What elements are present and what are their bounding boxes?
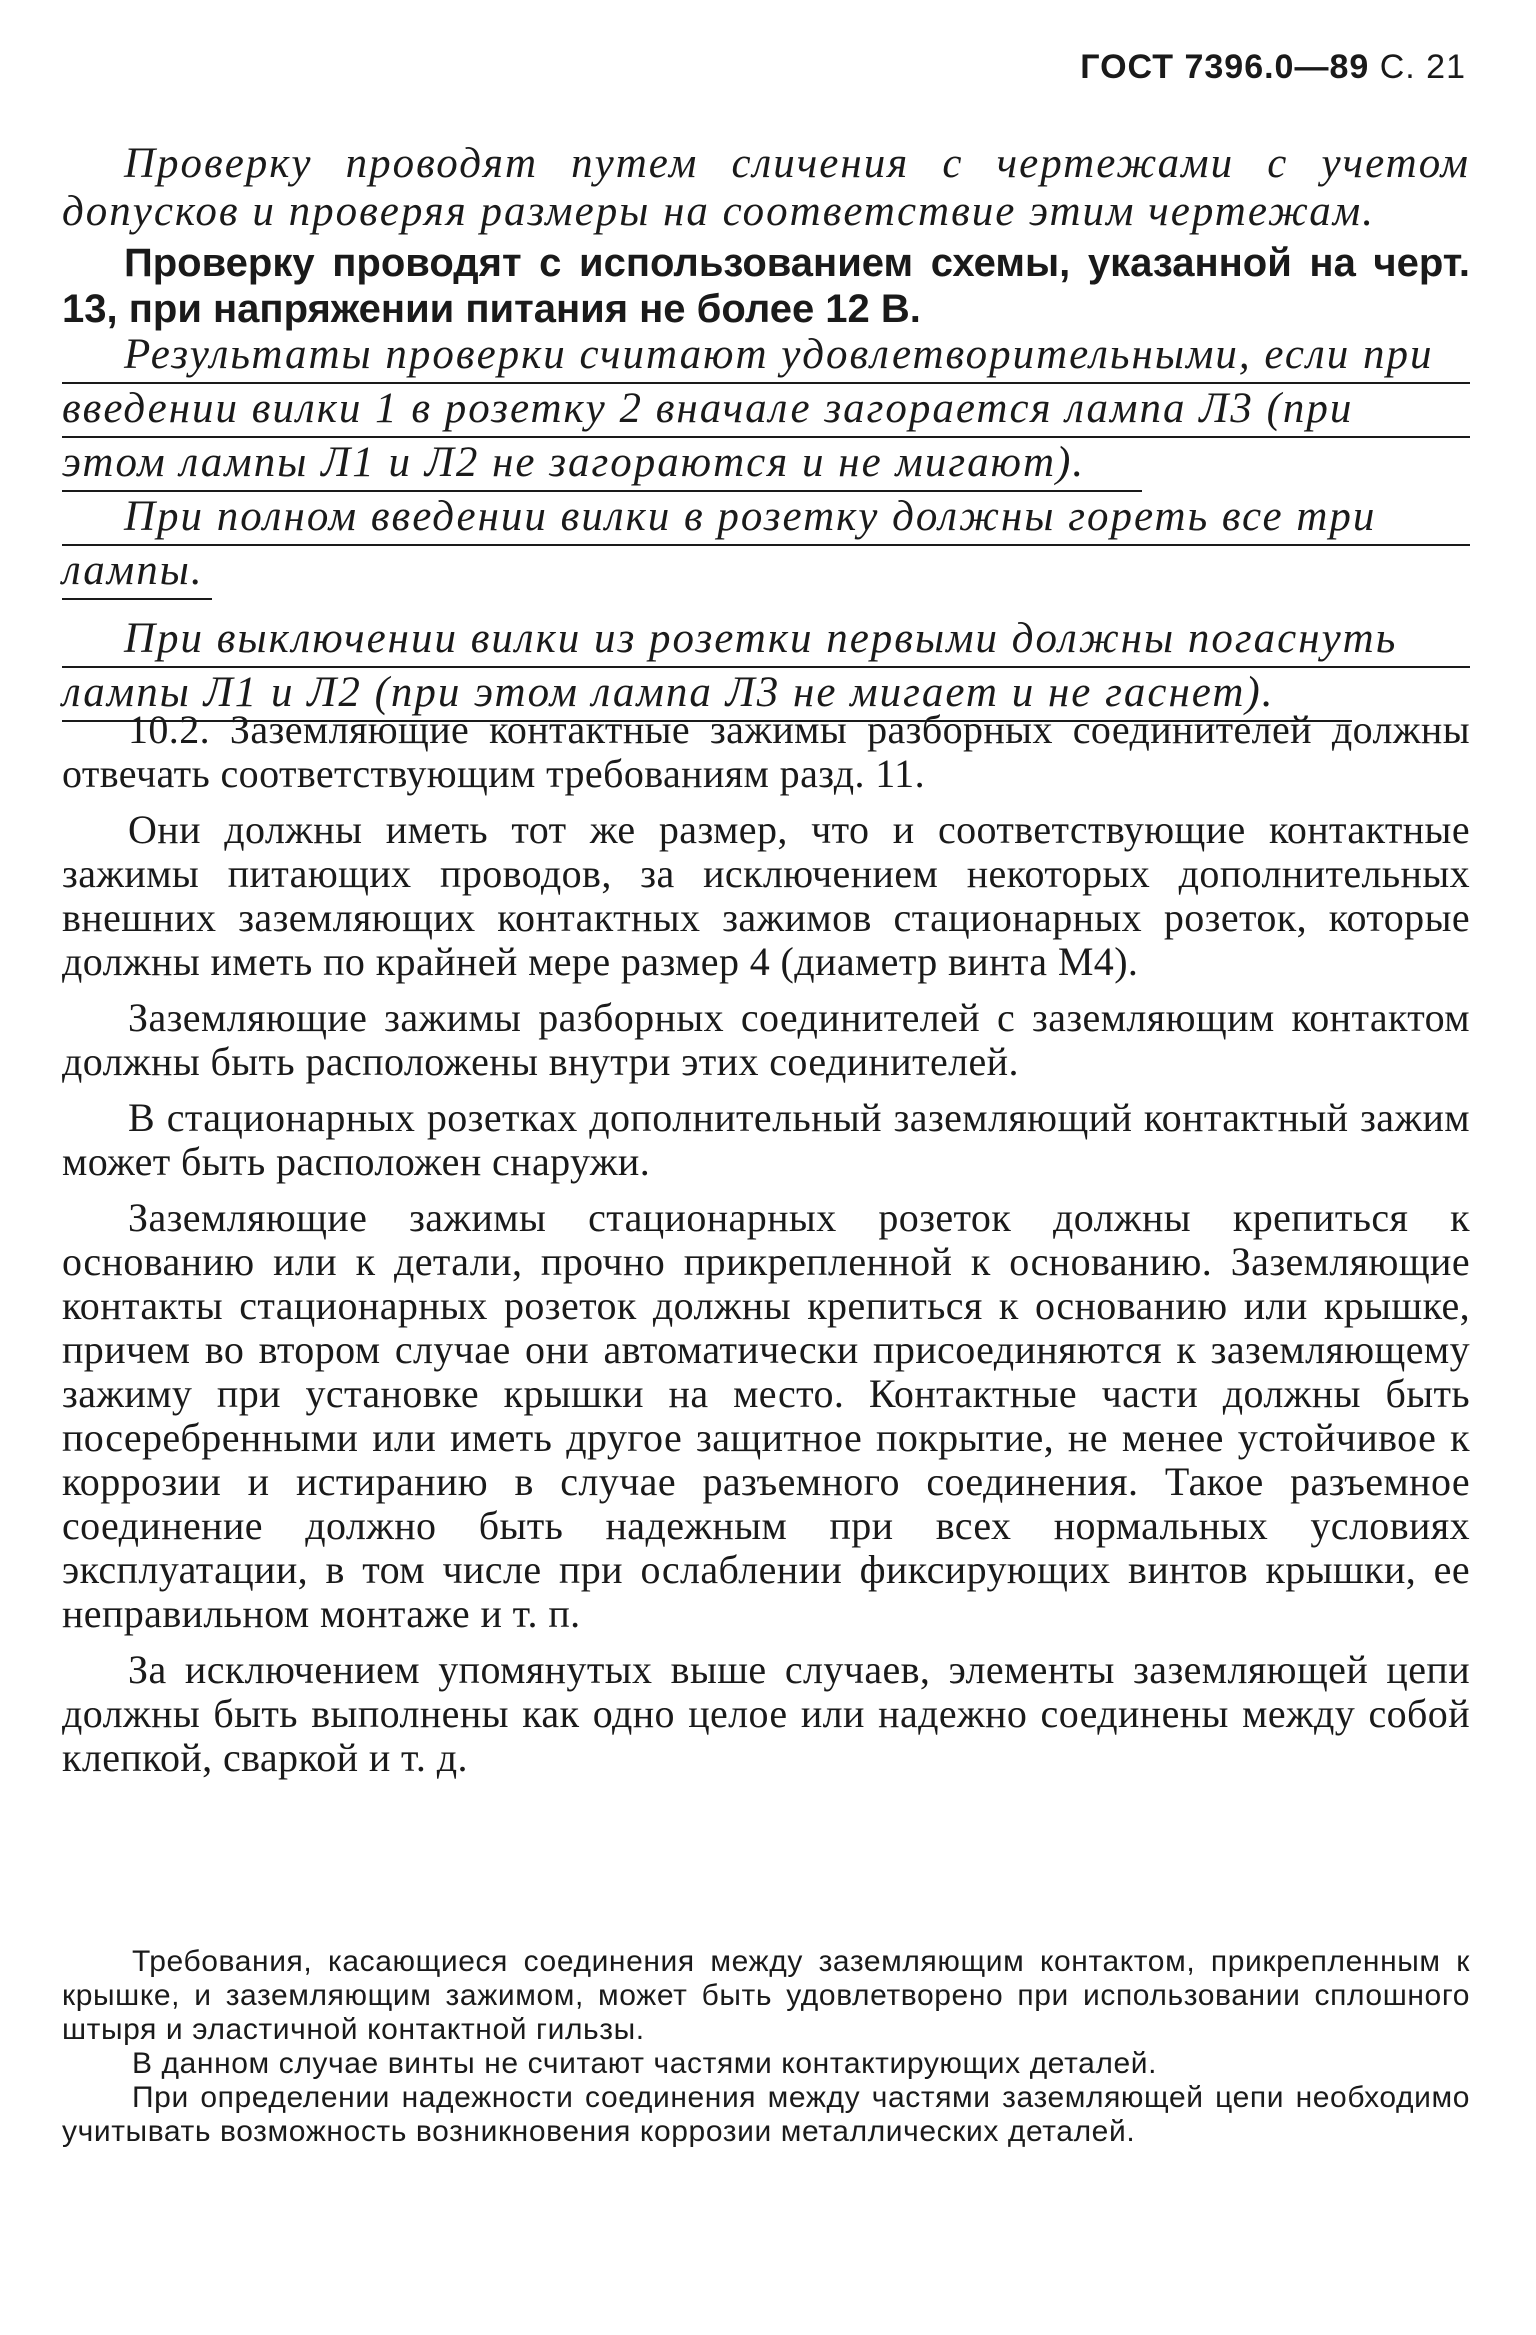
underlined-line: лампы. <box>62 546 212 600</box>
bold-paragraph: Проверку проводят с использованием схемы, указанной на черт. 13, при напряжении питания не более 12 В. <box>62 241 1470 331</box>
note-paragraph: В данном случае винты не считают частями контактирующих деталей. <box>132 2047 1158 2080</box>
underlined-results-block <box>62 330 1470 722</box>
page-number: С. 21 <box>1379 48 1466 86</box>
standard-number: ГОСТ 7396.0—89 <box>1080 48 1370 86</box>
paragraph: Заземляющие зажимы стационарных розеток должны крепиться к основанию или к детали, прочно прикрепленной к основанию. Заземляющие контакты стационарных розеток должны крепиться к основанию или крышке, причем во втором случае они автоматически присоединяются к заземляющему зажиму при установке крышки на место. Контактные части должны быть посеребренными или иметь другое защитное покрытие, не менее устойчивое к коррозии и истиранию в случае разъемного соединения. Такое разъемное соединение должно быть надежным при всех нормальных условиях эксплуатации, в том числе при ослаблении фиксирующих винтов крышки, ее неправильном монтаже и т. п. <box>62 1195 1470 1636</box>
underlined-line: При полном введении вилки в розетку должны гореть все три <box>62 492 1470 546</box>
footnote-block <box>62 1945 1470 2149</box>
underlined-line: лампы Л1 и Л2 (при этом лампа Л3 не мигает и не гаснет). <box>62 668 1352 722</box>
paragraph: За исключением упомянутых выше случаев, элементы заземляющей цепи должны быть выполнены как одно целое или надежно соединены между собой клепкой, сваркой и т. д. <box>62 1647 1470 1780</box>
paragraph: Заземляющие зажимы разборных соединителей с заземляющим контактом должны быть расположены внутри этих соединителей. <box>62 995 1470 1084</box>
underlined-line: введении вилки 1 в розетку 2 вначале загорается лампа Л3 (при <box>62 384 1470 438</box>
paragraph: В стационарных розетках дополнительный заземляющий контактный зажим может быть расположен снаружи. <box>62 1095 1470 1184</box>
main-text <box>62 708 1470 1792</box>
underlined-line: Результаты проверки считают удовлетворительными, если при <box>62 330 1470 384</box>
underlined-line: этом лампы Л1 и Л2 не загораются и не мигают). <box>62 438 1142 492</box>
paragraph: 10.2. Заземляющие контактные зажимы разборных соединителей должны отвечать соответствующим требованиям разд. 11. <box>62 707 1470 796</box>
italic-intro-paragraph: Проверку проводят путем сличения с чертежами с учетом допусков и проверяя размеры на соответствие этим чертежам. <box>62 140 1470 235</box>
note-paragraph: При определении надежности соединения между частями заземляющей цепи необходимо учитывать возможность возникновения коррозии металлических деталей. <box>62 2081 1470 2148</box>
underlined-line: При выключении вилки из розетки первыми должны погаснуть <box>62 614 1470 668</box>
paragraph: Они должны иметь тот же размер, что и соответствующие контактные зажимы питающих проводов, за исключением некоторых дополнительных внешних заземляющих контактных зажимов стационарных розеток, которые должны иметь по крайней мере размер 4 (диаметр винта М4). <box>62 807 1470 984</box>
page-header <box>1080 48 1466 87</box>
note-paragraph: Требования, касающиеся соединения между заземляющим контактом, прикрепленным к крышке, и заземляющим зажимом, может быть удовлетворено при использовании сплошного штыря и эластичной контактной гильзы. <box>62 1945 1470 2046</box>
